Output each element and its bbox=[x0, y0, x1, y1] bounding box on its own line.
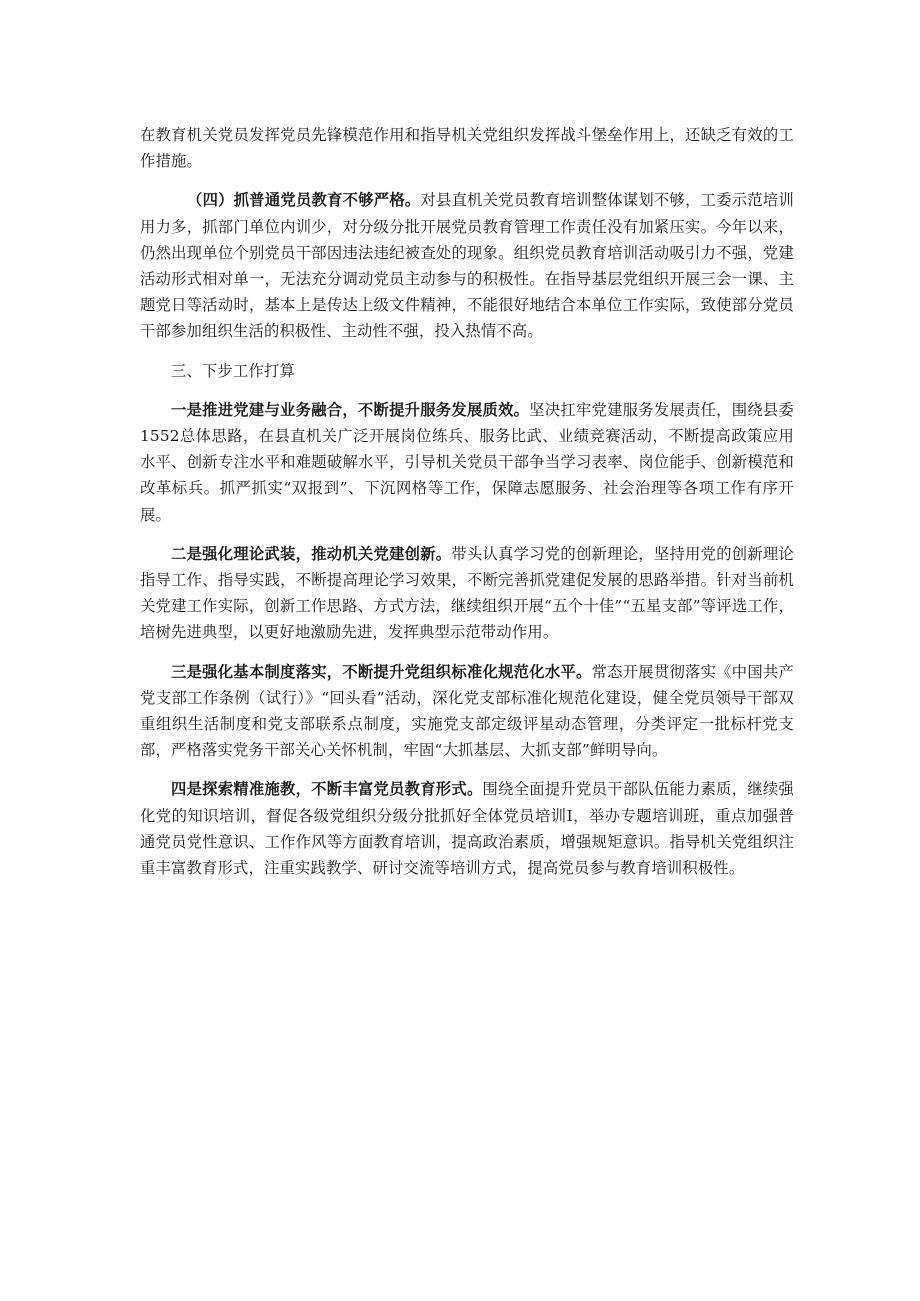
section-heading: 三、下步工作打算 bbox=[171, 361, 295, 380]
paragraph-lead: （四）抓普通党员教育不够严格。 bbox=[187, 191, 421, 210]
paragraph-text: 常态开展贯彻落实《中国共产党支部工作条例（试行）》“回头看”活动，深化党支部标准化规范化建设，健全党员领导干部双重组织生活制度和党支部联系点制度，实施党支部定级评星动态管理，分类评定一批标杆党支部，严格落实党务干部关心关怀机制，牢固“大抓基层、大抓支部”鲜明导向。 bbox=[140, 662, 794, 760]
paragraph-plan-4 bbox=[140, 776, 794, 881]
document-page bbox=[140, 122, 794, 894]
paragraph-lead: 三是强化基本制度落实，不断提升党组织标准化规范化水平。 bbox=[171, 662, 592, 681]
paragraph-lead: 一是推进党建与业务融合，不断提升服务发展质效。 bbox=[171, 400, 530, 419]
paragraph-plan-3 bbox=[140, 659, 794, 764]
paragraph-text: 带头认真学习党的创新理论，坚持用党的创新理论指导工作、指导实践，不断提高理论学习效果，不断完善抓党建促发展的思路举措。针对当前机关党建工作实际，创新工作思路、方式方法，继续组织开展“五个十佳”“五星支部”等评选工作，培树先进典型，以更好地激励先进，发挥典型示范带动作用。 bbox=[140, 544, 794, 642]
paragraph-plan-2 bbox=[140, 541, 794, 646]
paragraph-text: 对县直机关党员教育培训整体谋划不够，工委示范培训用力多，抓部门单位内训少，对分级分批开展党员教育管理工作责任没有加紧压实。今年以来，仍然出现单位个别党员干部因违法违纪被查处的现象。组织党员教育培训活动吸引力不强，党建活动形式相对单一，无法充分调动党员主动参与的积极性。在指导基层党组织开展三会一课、主题党日等活动时，基本上是传达上级文件精神，不能很好地结合本单位工作实际，致使部分党员干部参加组织生活的积极性、主动性不强，投入热情不高。 bbox=[140, 191, 794, 341]
paragraph-item-4 bbox=[140, 187, 794, 344]
paragraph-text: 坚决扛牢党建服务发展责任，围绕县委1552总体思路，在县直机关广泛开展岗位练兵、服务比武、业绩竞赛活动，不断提高政策应用水平、创新专注水平和难题破解水平，引导机关党员干部争当学习表率、岗位能手、创新模范和改革标兵。抓严抓实“双报到”、下沉网格等工作，保障志愿服务、社会治理等各项工作有序开展。 bbox=[140, 400, 794, 524]
paragraph-lead: 二是强化理论武装，推动机关党建创新。 bbox=[171, 544, 452, 563]
paragraph-text: 围绕全面提升党员干部队伍能力素质，继续强化党的知识培训，督促各级党组织分级分批抓好全体党员培训Ⅰ，举办专题培训班，重点加强普通党员党性意识、工作作风等方面教育培训，提高政治素质，增强规矩意识。指导机关党组织注重丰富教育形式，注重实践教学、研讨交流等培训方式，提高党员参与教育培训积极性。 bbox=[140, 780, 794, 878]
paragraph-plan-1 bbox=[140, 397, 794, 528]
paragraph-text: 在教育机关党员发挥党员先锋模范作用和指导机关党组织发挥战斗堡垒作用上，还缺乏有效的工作措施。 bbox=[140, 126, 794, 171]
paragraph-continuation bbox=[140, 122, 794, 174]
paragraph-lead: 四是探索精准施教，不断丰富党员教育形式。 bbox=[171, 780, 483, 799]
